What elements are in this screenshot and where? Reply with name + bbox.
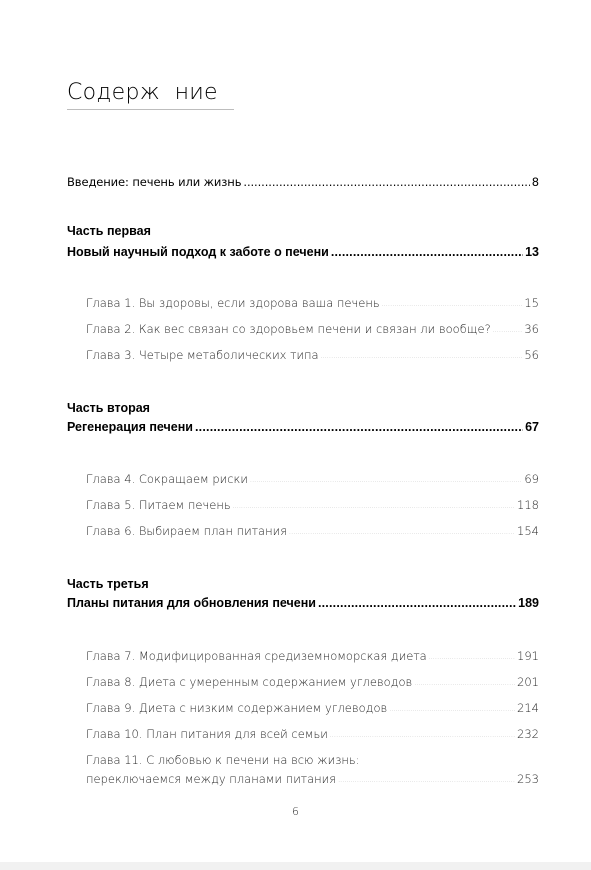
dot-leader bbox=[493, 327, 523, 334]
dot-leader bbox=[331, 245, 523, 259]
dot-leader bbox=[429, 654, 515, 661]
toc-entry-label: Глава 2. Как вес связан со здоровьем печени и связан ли вообще? bbox=[86, 322, 491, 336]
toc-entry-label: переключаемся между планами питания bbox=[86, 772, 337, 786]
dot-leader bbox=[389, 706, 515, 713]
toc-entry-chapter[interactable] bbox=[86, 348, 539, 362]
toc-entry-page: 56 bbox=[524, 348, 539, 362]
toc-entry-label: Глава 8. Диета с умеренным содержанием углеводов bbox=[86, 675, 413, 689]
toc-entry-chapter[interactable] bbox=[86, 701, 539, 715]
toc-entry-chapter[interactable] bbox=[86, 649, 539, 663]
dot-leader bbox=[289, 529, 515, 536]
toc-entry-label: Планы питания для обновления печени bbox=[67, 596, 316, 610]
toc-entry-part[interactable] bbox=[67, 420, 539, 434]
toc-entry-chapter[interactable] bbox=[86, 727, 539, 741]
toc-entry-page: 232 bbox=[517, 727, 539, 741]
dot-leader bbox=[338, 777, 515, 784]
page-bottom-band bbox=[0, 862, 591, 870]
dot-leader bbox=[250, 477, 522, 484]
toc-entry-page: 118 bbox=[517, 498, 539, 512]
toc-entry-label: Глава 10. План питания для всей семьи bbox=[86, 727, 328, 741]
toc-entry-page: 15 bbox=[524, 296, 539, 310]
toc-entry-chapter[interactable] bbox=[86, 296, 539, 310]
toc-entry-page: 201 bbox=[517, 675, 539, 689]
part-label: Часть вторая bbox=[67, 401, 150, 415]
toc-entry-page: 8 bbox=[531, 175, 539, 189]
toc-entry-label: Глава 1. Вы здоровы, если здорова ваша печень bbox=[86, 296, 380, 310]
toc-entry-page: 69 bbox=[524, 472, 539, 486]
part-label: Часть третья bbox=[67, 577, 149, 591]
dot-leader bbox=[195, 420, 523, 434]
toc-entry-label: Глава 6. Выбираем план питания bbox=[86, 524, 288, 538]
toc-entry-page: 189 bbox=[518, 596, 539, 610]
toc-entry-label: Глава 3. Четыре метаболических типа bbox=[86, 348, 319, 362]
toc-entry-page: 253 bbox=[517, 772, 539, 786]
toc-entry-page: 36 bbox=[524, 322, 539, 336]
toc-entry-label: Введение: печень или жизнь bbox=[67, 175, 242, 189]
toc-entry-page: 67 bbox=[525, 420, 539, 434]
part-label: Часть первая bbox=[67, 224, 151, 238]
toc-entry-label: Глава 4. Сокращаем риски bbox=[86, 472, 248, 486]
toc-entry-part[interactable] bbox=[67, 245, 539, 259]
toc-entry-chapter[interactable] bbox=[86, 472, 539, 486]
toc-entry-label: Глава 5. Питаем печень bbox=[86, 498, 231, 512]
toc-entry-label: Глава 7. Модифицированная средиземноморская диета bbox=[86, 649, 427, 663]
toc-entry-chapter[interactable] bbox=[86, 524, 539, 538]
toc-entry-label: Регенерация печени bbox=[67, 420, 193, 434]
toc-entry-page: 13 bbox=[525, 245, 539, 259]
toc-entry-label: Новый научный подход к заботе о печени bbox=[67, 245, 329, 259]
toc-entry-label-line1: Глава 11. С любовью к печени на всю жизнь: bbox=[86, 753, 360, 767]
toc-entry-page: 154 bbox=[517, 524, 539, 538]
dot-leader bbox=[382, 301, 523, 308]
dot-leader bbox=[243, 175, 529, 189]
toc-entry-page: 191 bbox=[517, 649, 539, 663]
toc-entry-chapter[interactable] bbox=[86, 498, 539, 512]
dot-leader bbox=[330, 732, 515, 739]
dot-leader bbox=[318, 596, 516, 610]
toc-entry-chapter[interactable] bbox=[86, 322, 539, 336]
toc-entry-chapter[interactable] bbox=[86, 675, 539, 689]
dot-leader bbox=[414, 680, 515, 687]
toc-entry-intro[interactable] bbox=[67, 175, 539, 189]
toc-entry-chapter[interactable] bbox=[86, 772, 539, 786]
title-underline bbox=[67, 109, 234, 110]
page-number: 6 bbox=[292, 805, 299, 818]
dot-leader bbox=[233, 503, 515, 510]
toc-entry-page: 214 bbox=[517, 701, 539, 715]
dot-leader bbox=[321, 353, 523, 360]
page-title: Содерж ние bbox=[67, 80, 218, 105]
toc-entry-part[interactable] bbox=[67, 596, 539, 610]
toc-entry-label: Глава 9. Диета с низким содержанием углеводов bbox=[86, 701, 388, 715]
